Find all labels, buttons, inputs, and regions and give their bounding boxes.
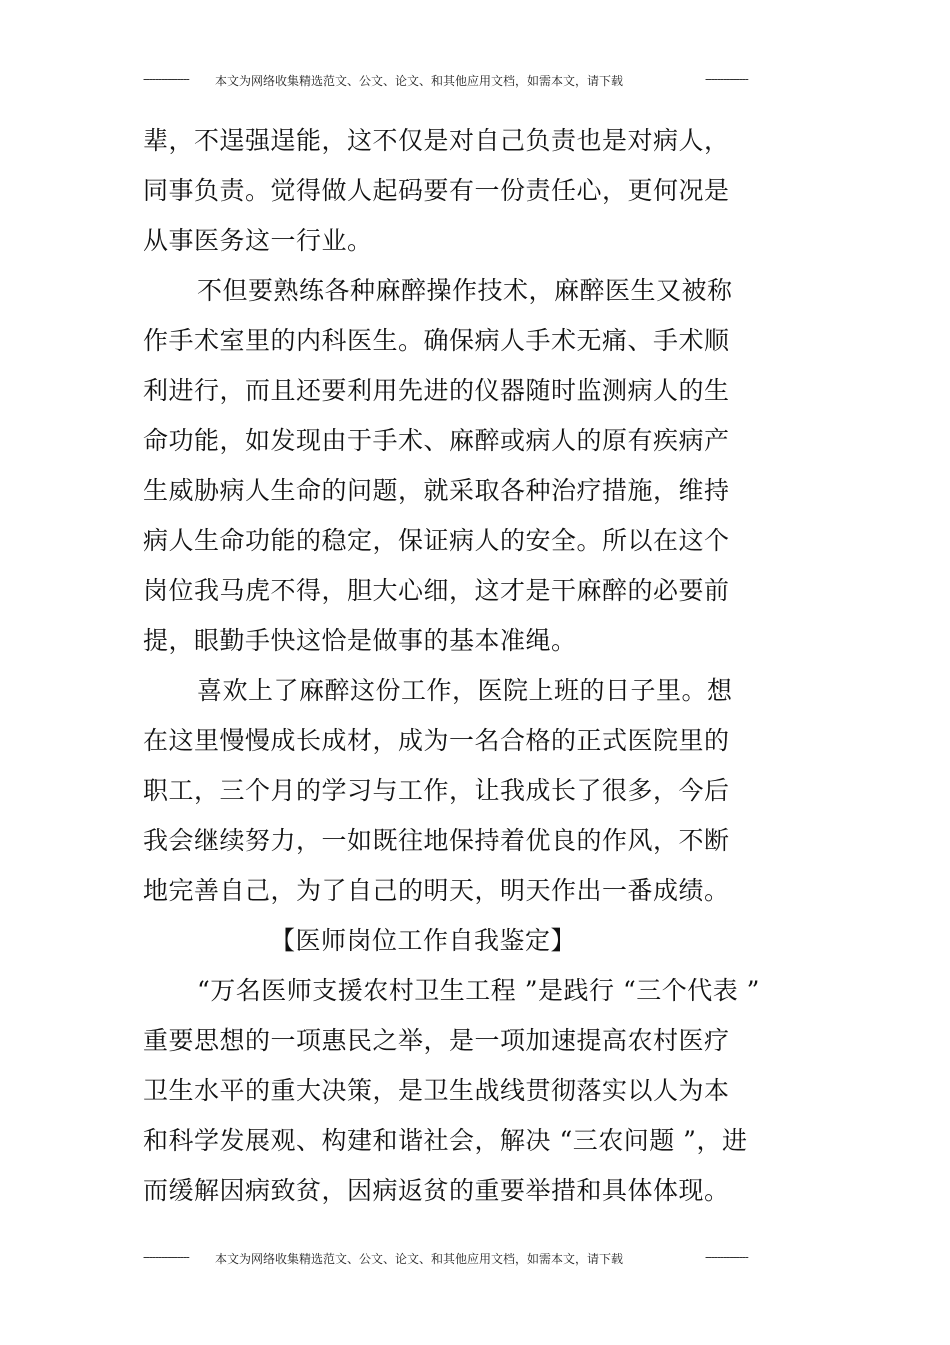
body-line: 而缓解因病致贫，因病返贫的重要举措和具体体现。 (143, 1176, 730, 1205)
header-note: 本文为网络收集精选范文、公文、论文、和其他应用文档，如需本文，请下载 (215, 74, 624, 88)
footer-dash-right: -------------- (705, 1250, 748, 1264)
paragraph-start: 喜欢上了麻醉这份工作，医院上班的日子里。想 (197, 676, 733, 705)
body-line: 和科学发展观、构建和谐社会，解决 “三农问题 ”，进 (143, 1126, 748, 1155)
body-line: 命功能，如发现由于手术、麻醉或病人的原有疾病产 (143, 426, 730, 455)
body-line: 利进行，而且还要利用先进的仪器随时监测病人的生 (143, 376, 730, 405)
body-line: 辈，不逞强逞能，这不仅是对自己负责也是对病人， (143, 126, 730, 155)
body-line: 病人生命功能的稳定，保证病人的安全。所以在这个 (143, 526, 730, 555)
footer-note: 本文为网络收集精选范文、公文、论文、和其他应用文档，如需本文，请下载 (215, 1252, 624, 1266)
body-line: 同事负责。觉得做人起码要有一份责任心，更何况是 (143, 176, 730, 205)
body-line: 作手术室里的内科医生。确保病人手术无痛、手术顺 (143, 326, 730, 355)
page-header (143, 72, 768, 92)
footer-dash-left: --------------- (143, 1250, 189, 1264)
body-line: 岗位我马虎不得，胆大心细，这才是干麻醉的必要前 (143, 576, 730, 605)
body-line: 重要思想的一项惠民之举，是一项加速提高农村医疗 (143, 1026, 730, 1055)
page-footer (143, 1250, 768, 1270)
body-line: 我会继续努力，一如既往地保持着优良的作风，不断 (143, 826, 730, 855)
body-line: 地完善自己，为了自己的明天，明天作出一番成绩。 (143, 876, 730, 905)
paragraph-start: 不但要熟练各种麻醉操作技术，麻醉医生又被称 (197, 276, 733, 305)
body-line: 提，眼勤手快这恰是做事的基本准绳。 (143, 626, 577, 655)
header-dash-left: --------------- (143, 72, 189, 86)
body-line: 生威胁病人生命的问题，就采取各种治疗措施，维持 (143, 476, 730, 505)
header-dash-right: -------------- (705, 72, 748, 86)
body-line: 职工，三个月的学习与工作，让我成长了很多，今后 (143, 776, 730, 805)
paragraph-start: “万名医师支援农村卫生工程 ”是践行 “三个代表 ” (197, 976, 760, 1005)
section-heading: 【医师岗位工作自我鉴定】 (270, 926, 577, 955)
body-line: 从事医务这一行业。 (143, 226, 373, 255)
body-line: 在这里慢慢成长成材，成为一名合格的正式医院里的 (143, 726, 730, 755)
body-line: 卫生水平的重大决策，是卫生战线贯彻落实以人为本 (143, 1076, 730, 1105)
